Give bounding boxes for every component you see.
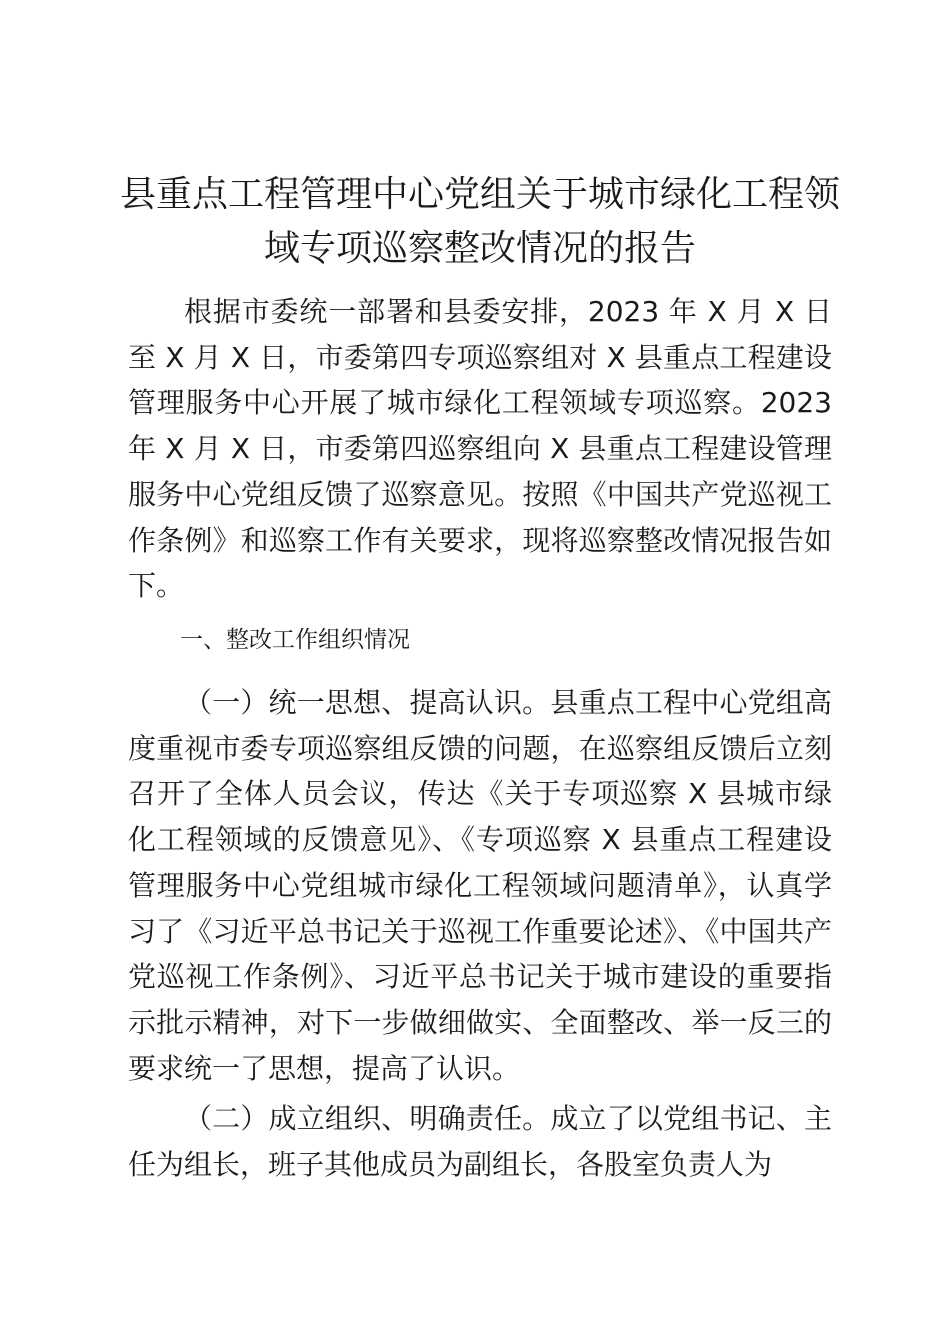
- paragraph-unify-thinking: （一）统一思想、提高认识。县重点工程中心党组高度重视市委专项巡察组反馈的问题，在巡察组反馈后立刻召开了全体人员会议，传达《关于专项巡察 X 县城市绿化工程领域的反馈意见》、《专项巡察 X 县重点工程建设管理服务中心党组城市绿化工程领域问题清单》，认真学习了《习近平总书记关于巡视工作重要论述》、《中国共产党巡视工作条例》、习近平总书记关于城市建设的重要指示批示精神，对下一步做细做实、全面整改、举一反三的要求统一了思想，提高了认识。: [128, 686, 832, 1085]
- paragraph-establish-organization: （二）成立组织、明确责任。成立了以党组书记、主任为组长，班子其他成员为副组长，各股室负责人为: [128, 1102, 832, 1181]
- title-line-1: 县重点工程管理中心党组关于城市绿化工程领: [120, 174, 841, 215]
- section-heading-1: 一、整改工作组织情况: [180, 627, 410, 653]
- document-title: [120, 168, 840, 276]
- intro-paragraph: 根据市委统一部署和县委安排，2023 年 X 月 X 日至 X 月 X 日，市委第四专项巡察组对 X 县重点工程建设管理服务中心开展了城市绿化工程领域专项巡察。2023 年 X 月 X 日，市委第四巡察组向 X 县重点工程建设管理服务中心党组反馈了巡察意见。按照《中国共产党巡视工作条例》和巡察工作有关要求，现将巡察整改情况报告如下。: [128, 295, 832, 603]
- title-line-2: 域专项巡察整改情况的报告: [263, 228, 696, 269]
